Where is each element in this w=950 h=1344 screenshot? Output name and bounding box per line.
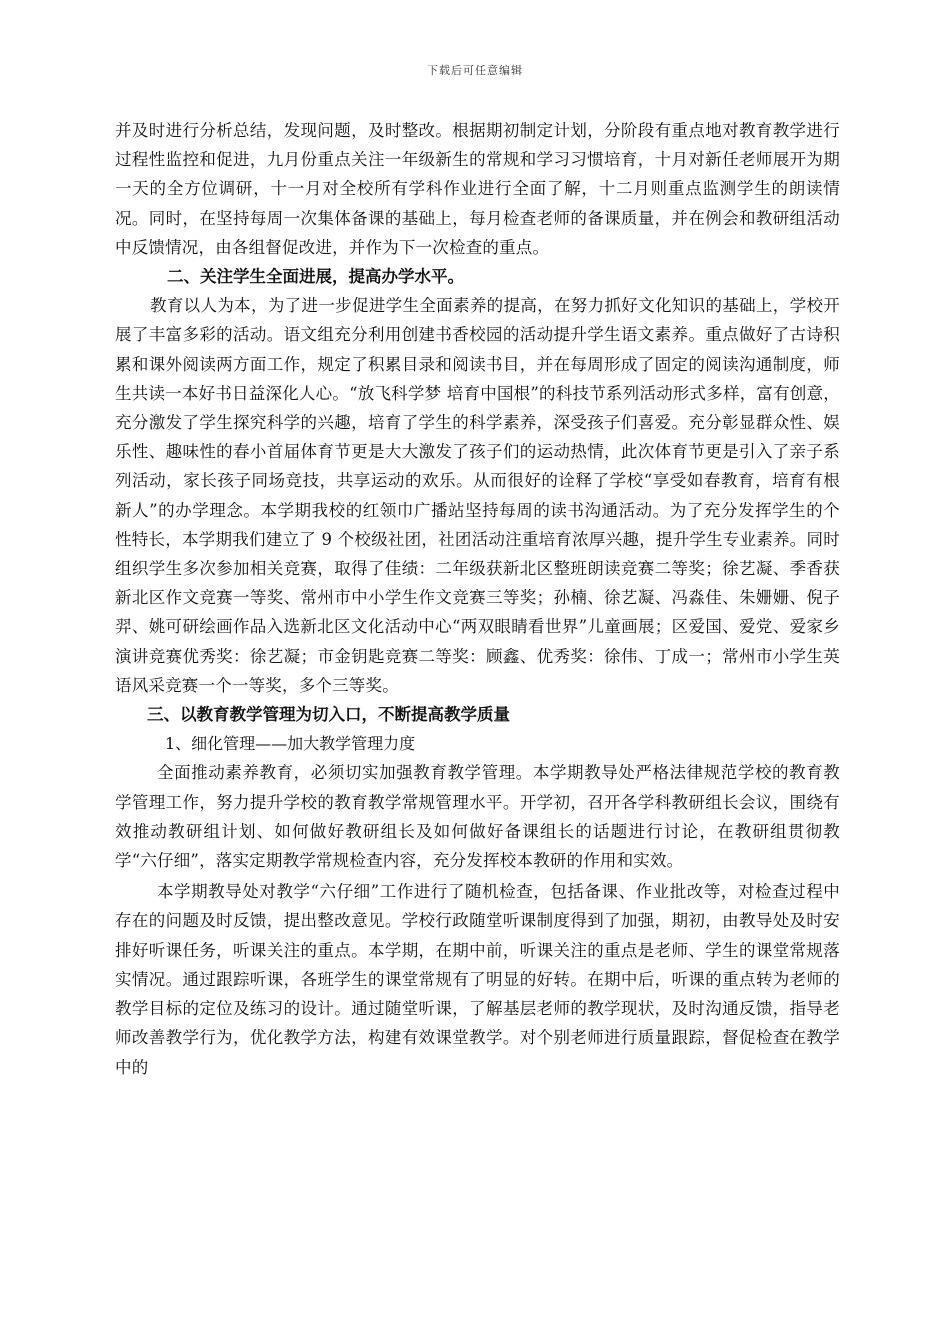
- section-heading-3: 三、以教育教学管理为切入口，不断提高教学质量: [147, 705, 510, 725]
- paragraph-classroom-inspection: 本学期教导处对教学“六仔细”工作进行了随机检查，包括备课、作业批改等，对检查过程中存在的问题及时反馈，提出整改意见。学校行政随堂听课制度得到了加强，期初，由教导处及时安排好听课任务，听课关注的重点。本学期，在期中前，听课关注的重点是老师、学生的课堂常规落实情况。通过跟踪听课，各班学生的课堂常规有了明显的好转。在期中后，听课的重点转为老师的教学目标的定位及练习的设计。通过随堂听课，了解基层老师的教学现状，及时沟通反馈，指导老师改善教学行为，优化教学方法，构建有效课堂教学。对个别老师进行质量跟踪，督促检查在教学中的: [115, 882, 840, 1077]
- paragraph-teaching-management: 全面推动素养教育，必须切实加强教育教学管理。本学期教导处严格法律规范学校的教育教学管理工作，努力提升学校的教育教学常规管理水平。开学初，召开各学科教研组长会议，围绕有效推动教研组计划、如何做好教研组长及如何做好备课组长的话题进行讨论，在教研组贯彻教学“六仔细”，落实定期教学常规检查内容，充分发挥校本教研的作用和实效。: [115, 763, 840, 871]
- section-heading-2: 二、关注学生全面进展，提高办学水平。: [167, 267, 464, 287]
- document-body: [115, 116, 840, 1082]
- paragraph-student-development: 教育以人为本，为了进一步促进学生全面素养的提高，在努力抓好文化知识的基础上，学校开展了丰富多彩的活动。语文组充分利用创建书香校园的活动提升学生语文素养。重点做好了古诗积累和课外阅读两方面工作，规定了积累目录和阅读书目，并在每周形成了固定的阅读沟通制度，师生共读一本好书日益深化人心。“放飞科学梦 培育中国根”的科技节系列活动形式多样，富有创意，充分激发了学生探究科学的兴趣，培育了学生的科学素养，深受孩子们喜爱。充分彰显群众性、娱乐性、趣味性的春小首届体育节更是大大激发了孩子们的运动热情，此次体育节更是引入了亲子系列活动，家长孩子同场竞技，共享运动的欢乐。从而很好的诠释了学校“享受如春教育，培育有根新人”的办学理念。本学期我校的红领巾广播站坚持每周的读书沟通活动。为了充分发挥学生的个性特长，本学期我们建立了 9 个校级社团，社团活动注重培育浓厚兴趣，提升学生专业素养。同时组织学生多次参加相关竞赛，取得了佳绩：二年级获新北区整班朗读竞赛二等奖；徐艺凝、季香获新北区作文竞赛一等奖、常州市中小学生作文竞赛三等奖；孙楠、徐艺凝、冯淼佳、朱姗姗、倪子羿、姚可研绘画作品入选新北区文化活动中心“两双眼睛看世界”儿童画展；区爱国、爱党、爱家乡演讲竞赛优秀奖：徐艺凝；市金钥匙竞赛二等奖：顾鑫、优秀奖：徐伟、丁成一；常州市小学生英语风采竞赛一个一等奖，多个三等奖。: [115, 296, 840, 695]
- subsection-heading-1: 1、细化管理——加大教学管理力度: [165, 734, 416, 754]
- paragraph-process-monitoring: 并及时进行分析总结，发现问题，及时整改。根据期初制定计划，分阶段有重点地对教育教学进行过程性监控和促进，九月份重点关注一年级新生的常规和学习习惯培育，十月对新任老师展开为期一天的全方位调研，十一月对全校所有学科作业进行全面了解，十二月则重点监测学生的朗读情况。同时，在坚持每周一次集体备课的基础上，每月检查老师的备课质量，并在例会和教研组活动中反馈情况，由各组督促改进，并作为下一次检查的重点。: [115, 121, 840, 257]
- page-header: 下载后可任意编辑: [427, 64, 523, 77]
